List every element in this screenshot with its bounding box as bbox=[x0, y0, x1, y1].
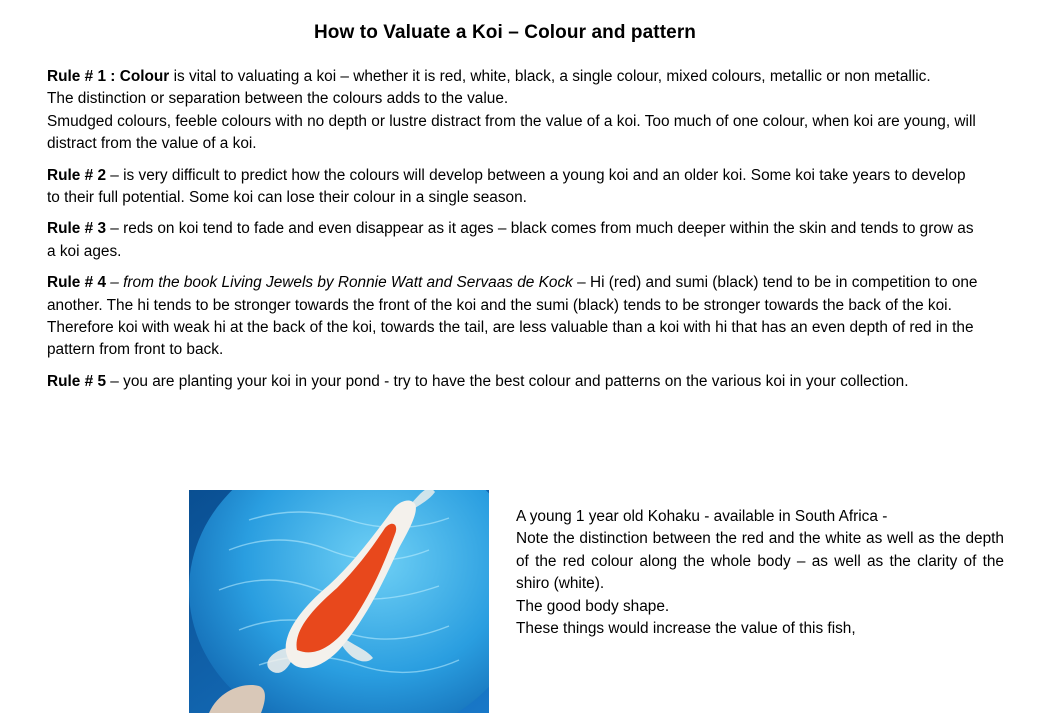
rule-1-text: is vital to valuating a koi – whether it is red, white, black, a single colour, mixed colours, metallic or non metallic. bbox=[169, 68, 931, 85]
rule-1-text-2: The distinction or separation between the colours adds to the value. bbox=[47, 90, 509, 108]
rule-3 bbox=[47, 218, 982, 263]
rule-5-text: – you are planting your koi in your pond - try to have the best colour and patterns on the various koi in your collection. bbox=[106, 372, 909, 390]
rule-1-text-3: Smudged colours, feeble colours with no depth or lustre distract from the value of a koi. Too much of one colour, when koi are young, will distract from the value of a koi. bbox=[47, 112, 976, 153]
rule-4-book-citation: – from the book Living Jewels by Ronnie Watt and Servaas de Kock bbox=[106, 274, 573, 292]
caption-line-2: Note the distinction between the red and the white as well as the depth of the red colour along the whole body – as well as the clarity of the shiro (white). bbox=[516, 530, 1004, 593]
rule-3-text: – reds on koi tend to fade and even disappear as it ages – black comes from much deeper within the skin and tends to grow as a koi ages. bbox=[47, 220, 974, 260]
rule-3-first-line bbox=[47, 218, 982, 263]
rule-4 bbox=[47, 272, 982, 362]
caption-line-1: A young 1 year old Kohaku - available in South Africa - bbox=[516, 508, 888, 525]
rule-1 bbox=[47, 66, 982, 156]
rule-4-heading: Rule # 4 bbox=[47, 274, 107, 292]
rule-3-heading: Rule # 3 bbox=[47, 220, 107, 238]
rule-2 bbox=[47, 165, 982, 210]
rule-5-first-line bbox=[47, 371, 982, 393]
caption-line-3: The good body shape. bbox=[516, 597, 670, 615]
koi-photo bbox=[189, 490, 489, 713]
koi-photo-illustration bbox=[189, 490, 489, 713]
rule-2-heading: Rule # 2 bbox=[47, 166, 107, 184]
rule-5 bbox=[47, 371, 982, 393]
rule-2-first-line bbox=[47, 165, 982, 210]
rule-4-first-line bbox=[47, 272, 982, 317]
slide-title: How to Valuate a Koi – Colour and pattern bbox=[313, 22, 697, 43]
rule-2-text: – is very difficult to predict how the colours will develop between a young koi and an older koi. Some koi take years to develop to their full potential. Some koi can lose their colour in a single season. bbox=[47, 166, 966, 207]
rule-4-text-2: Therefore koi with weak hi at the back of the koi, towards the tail, are less valuable than a koi with hi that has an even depth of red in the pattern from front to back. bbox=[47, 319, 974, 359]
rule-1-first-line bbox=[47, 66, 982, 88]
rule-5-heading: Rule # 5 bbox=[47, 372, 107, 390]
rule-1-heading: Rule # 1 : Colour bbox=[47, 68, 170, 85]
photo-caption bbox=[516, 506, 1004, 640]
rule-4-text: – Hi (red) and sumi (black) tend to be in competition to one another. The hi tends to be stronger towards the front of the koi and the sumi (black) tends to be stronger towards the back of the koi. bbox=[47, 274, 978, 314]
rules-list bbox=[47, 66, 982, 402]
caption-line-4: These things would increase the value of this fish, bbox=[516, 620, 856, 638]
